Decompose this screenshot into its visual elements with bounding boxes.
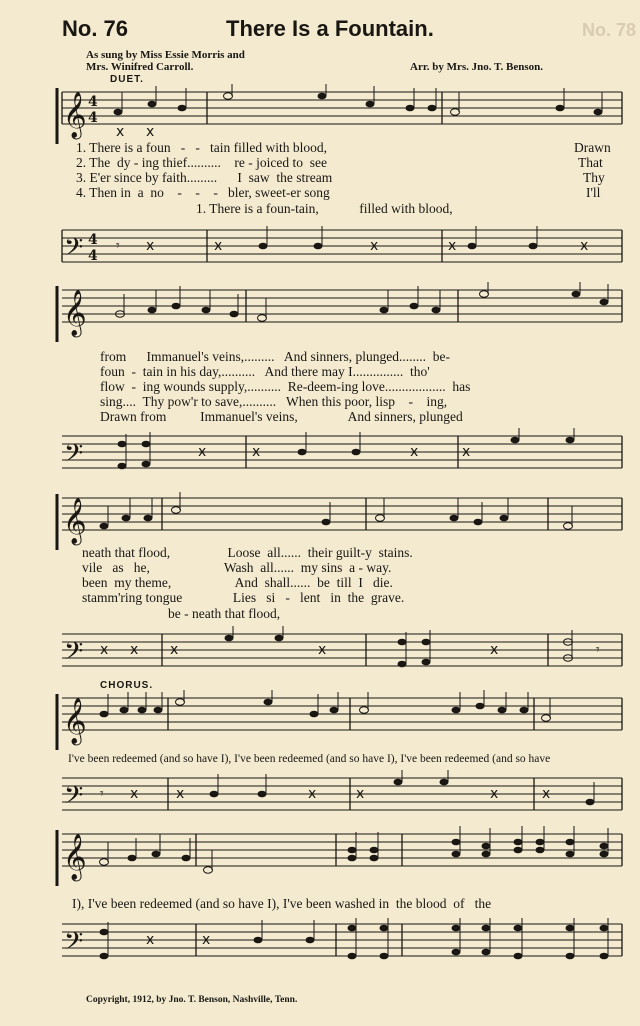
svg-text:4: 4 bbox=[88, 248, 98, 264]
system-1-bass-lyric: 1. There is a foun-tain, filled with blood, bbox=[196, 201, 453, 216]
svg-text:x: x bbox=[490, 642, 499, 658]
svg-text:𝄞: 𝄞 bbox=[63, 698, 87, 744]
system-5-bass-staff bbox=[0, 916, 640, 966]
system-3-verse-4: stamm'ring tongue Lies si - lent in the grave. bbox=[82, 590, 405, 605]
treble-clef-icon: 𝄞 bbox=[63, 92, 87, 138]
system-2-verse-2: foun - tain in his day,.......... And there may I............... tho' bbox=[100, 364, 430, 379]
svg-text:x: x bbox=[214, 238, 223, 254]
system-4-bass-staff bbox=[0, 770, 640, 816]
svg-text:𝄾: 𝄾 bbox=[116, 238, 120, 254]
chorus-line-1: I've been redeemed (and so have I), I've been redeemed (and so have I), I've been redeemed (and so have bbox=[68, 753, 551, 765]
chorus-label: CHORUS. bbox=[100, 680, 154, 691]
svg-text:𝄾: 𝄾 bbox=[100, 786, 104, 802]
system-1-bass-staff bbox=[0, 222, 640, 268]
svg-text:𝄞: 𝄞 bbox=[63, 290, 87, 336]
svg-text:x: x bbox=[252, 444, 261, 460]
svg-text:x: x bbox=[462, 444, 471, 460]
svg-text:x: x bbox=[130, 786, 139, 802]
svg-text:x: x bbox=[318, 642, 327, 658]
svg-text:x: x bbox=[146, 124, 155, 140]
svg-text:𝄢: 𝄢 bbox=[64, 637, 84, 672]
system-1-verse-3-end: Thy bbox=[583, 170, 605, 185]
system-4-treble-staff bbox=[0, 690, 640, 750]
system-1-verse-4-end: I'll bbox=[586, 185, 601, 200]
svg-text:x: x bbox=[356, 786, 365, 802]
svg-text:x: x bbox=[580, 238, 589, 254]
credit-line-2: Mrs. Winifred Carroll. bbox=[86, 61, 194, 73]
chorus-line-2: I), I've been redeemed (and so have I), I've been washed in the blood of the bbox=[72, 896, 492, 911]
duet-label: DUET. bbox=[110, 74, 144, 85]
hymn-number: No. 76 bbox=[62, 16, 129, 41]
svg-text:x: x bbox=[100, 642, 109, 658]
system-1-verse-1-end: Drawn bbox=[574, 140, 611, 155]
arranger-credit: Arr. by Mrs. Jno. T. Benson. bbox=[410, 61, 544, 73]
svg-text:x: x bbox=[146, 238, 155, 254]
svg-text:𝄾: 𝄾 bbox=[596, 642, 600, 658]
svg-text:x: x bbox=[410, 444, 419, 460]
system-2-verse-4: sing.... Thy pow'r to save,.......... When this poor, lisp - ing, bbox=[100, 394, 448, 409]
svg-text:x: x bbox=[202, 932, 211, 948]
bleed-through-text: No. 78 bbox=[581, 20, 636, 40]
system-2-treble-staff bbox=[0, 282, 640, 342]
system-5-treble-staff bbox=[0, 826, 640, 886]
time-sig-top: 4 bbox=[88, 94, 98, 110]
system-3-verse-3: been my theme, And shall...... be till I die. bbox=[82, 575, 393, 590]
svg-text:x: x bbox=[542, 786, 551, 802]
system-2-bass-staff bbox=[0, 428, 640, 474]
hymn-title: There Is a Fountain. bbox=[226, 16, 434, 41]
system-1-verse-2-end: That bbox=[578, 155, 603, 170]
system-3-bass-lyric: be - neath that flood, bbox=[168, 606, 281, 621]
system-2-bass-lyric: Drawn from Immanuel's veins, And sinners, plunged bbox=[100, 409, 463, 424]
svg-text:x: x bbox=[448, 238, 457, 254]
system-1-verse-4: 4. Then in a no - - - bler, sweet-er song bbox=[76, 185, 330, 200]
bass-clef-icon: 𝄢 bbox=[64, 233, 84, 268]
system-3-bass-staff bbox=[0, 626, 640, 672]
svg-text:x: x bbox=[116, 124, 125, 140]
system-1-verse-2: 2. The dy - ing thief.......... re - joiced to see bbox=[76, 155, 327, 170]
system-1-verse-1: 1. There is a foun - - tain filled with blood, bbox=[76, 140, 327, 155]
svg-text:𝄢: 𝄢 bbox=[64, 927, 84, 962]
svg-text:x: x bbox=[370, 238, 379, 254]
system-3-verse-2: vile as he, Wash all...... my sins a - way. bbox=[82, 560, 392, 575]
system-3-verse-1: neath that flood, Loose all...... their guilt-y stains. bbox=[82, 545, 413, 560]
system-2-verse-3: flow - ing wounds supply,.......... Re-deem-ing love.................. has bbox=[100, 379, 471, 394]
svg-text:x: x bbox=[170, 642, 179, 658]
credit-line-1: As sung by Miss Essie Morris and bbox=[86, 49, 245, 61]
svg-text:4: 4 bbox=[88, 232, 98, 248]
svg-text:x: x bbox=[130, 642, 139, 658]
time-sig-bottom: 4 bbox=[88, 110, 98, 126]
svg-text:x: x bbox=[146, 932, 155, 948]
system-1-treble-staff bbox=[0, 84, 640, 144]
svg-text:𝄢: 𝄢 bbox=[64, 781, 84, 816]
svg-text:x: x bbox=[198, 444, 207, 460]
svg-text:𝄢: 𝄢 bbox=[64, 439, 84, 474]
system-1-verse-3: 3. E'er since by faith......... I saw the stream bbox=[76, 170, 333, 185]
svg-text:x: x bbox=[308, 786, 317, 802]
svg-text:𝄞: 𝄞 bbox=[63, 498, 87, 544]
system-2-verse-1: from Immanuel's veins,......... And sinners, plunged........ be- bbox=[100, 349, 451, 364]
svg-text:𝄞: 𝄞 bbox=[63, 834, 87, 880]
svg-text:x: x bbox=[490, 786, 499, 802]
svg-text:x: x bbox=[176, 786, 185, 802]
system-3-treble-staff bbox=[0, 490, 640, 550]
copyright-notice: Copyright, 1912, by Jno. T. Benson, Nashville, Tenn. bbox=[86, 995, 298, 1005]
